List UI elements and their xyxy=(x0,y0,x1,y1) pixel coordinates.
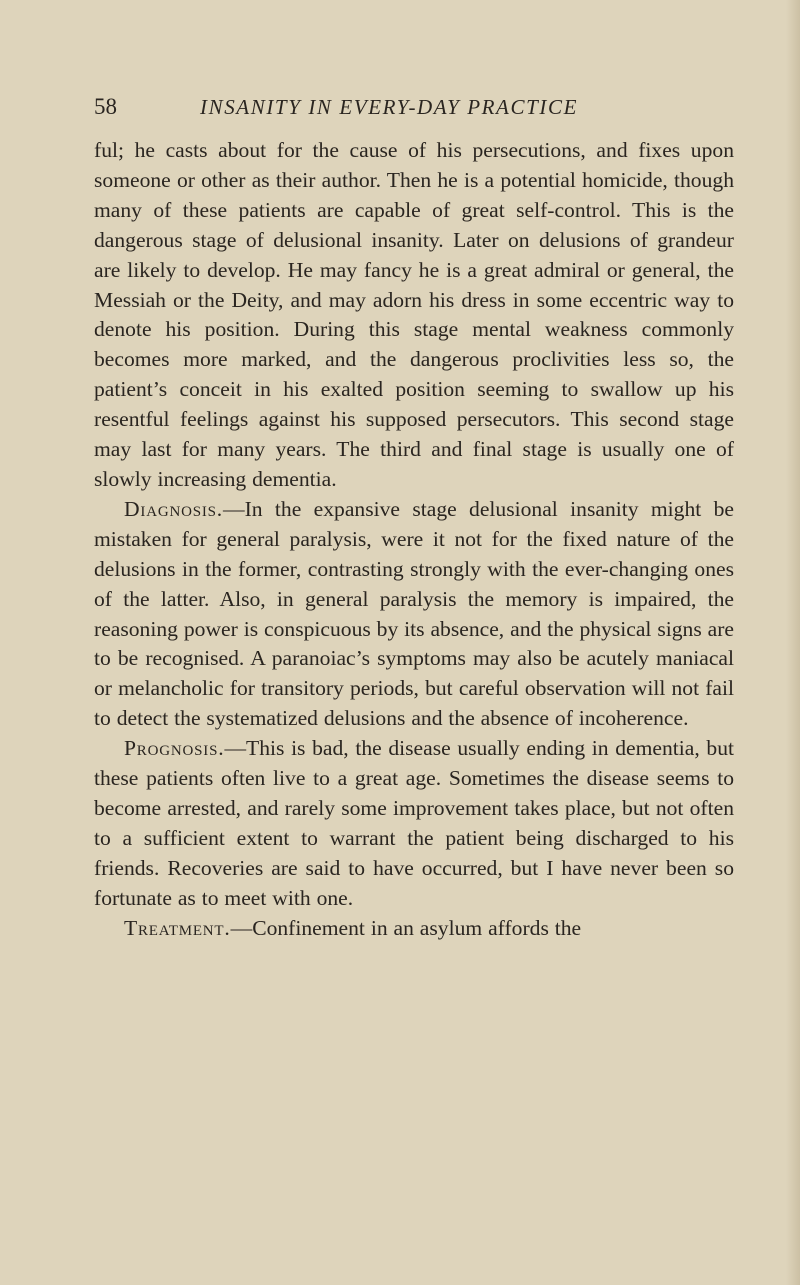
paragraph-text: —Confinement in an asylum affords the xyxy=(230,915,582,940)
section-heading-treatment: Treatment. xyxy=(124,915,231,940)
page-number: 58 xyxy=(94,94,117,119)
section-heading-diagnosis: Diagnosis. xyxy=(124,496,223,521)
paragraph-text: —In the expansive stage delusional insanity might be mistaken for general paralysis, were it not for the fixed nature of the delusions in the former, contrasting strongly with the ever-changing ones of the latter. Also, in general paralysis the memory is impaired, the reasoning power is conspicuous by its absence, and the physical signs are to be recognised. A paranoiac’s symptoms may also be acutely maniacal or melancholic for transitory periods, but careful observation will not fail to detect the systematized delusions and the absence of incoherence. xyxy=(94,496,734,731)
page-header xyxy=(94,92,734,122)
page-body xyxy=(94,136,734,943)
running-title: INSANITY IN EVERY-DAY PRACTICE xyxy=(200,95,578,119)
section-heading-prognosis: Prognosis. xyxy=(124,736,225,761)
paragraph-diagnosis xyxy=(94,495,734,734)
paragraph-text: —This is bad, the disease usually ending in dementia, but these patients often live to a great age. Sometimes the disease seems to become arrested, and rarely some improvement takes place, but not often to a sufficient extent to warrant the patient being discharged to his friends. Recoveries are said to have occurred, but I have never been so fortunate as to meet with one. xyxy=(94,736,734,910)
paragraph-text: ful; he casts about for the cause of his persecutions, and fixes upon someone or other as their author. Then he is a potential homicide, though many of these patients are capable of great self-control. This is the dangerous stage of delusional insanity. Later on delusions of grandeur are likely to develop. He may fancy he is a great admiral or general, the Messiah or the Deity, and may adorn his dress in some eccentric way to denote his position. During this stage mental weakness commonly becomes more marked, and the dangerous proclivities less so, the patient’s conceit in his exalted position seeming to swallow up his resentful feelings against his supposed persecutors. This second stage may last for many years. The third and final stage is usually one of slowly increasing dementia. xyxy=(94,138,734,491)
paragraph-treatment xyxy=(94,914,734,944)
paragraph-continuation xyxy=(94,136,734,495)
paragraph-prognosis xyxy=(94,734,734,913)
